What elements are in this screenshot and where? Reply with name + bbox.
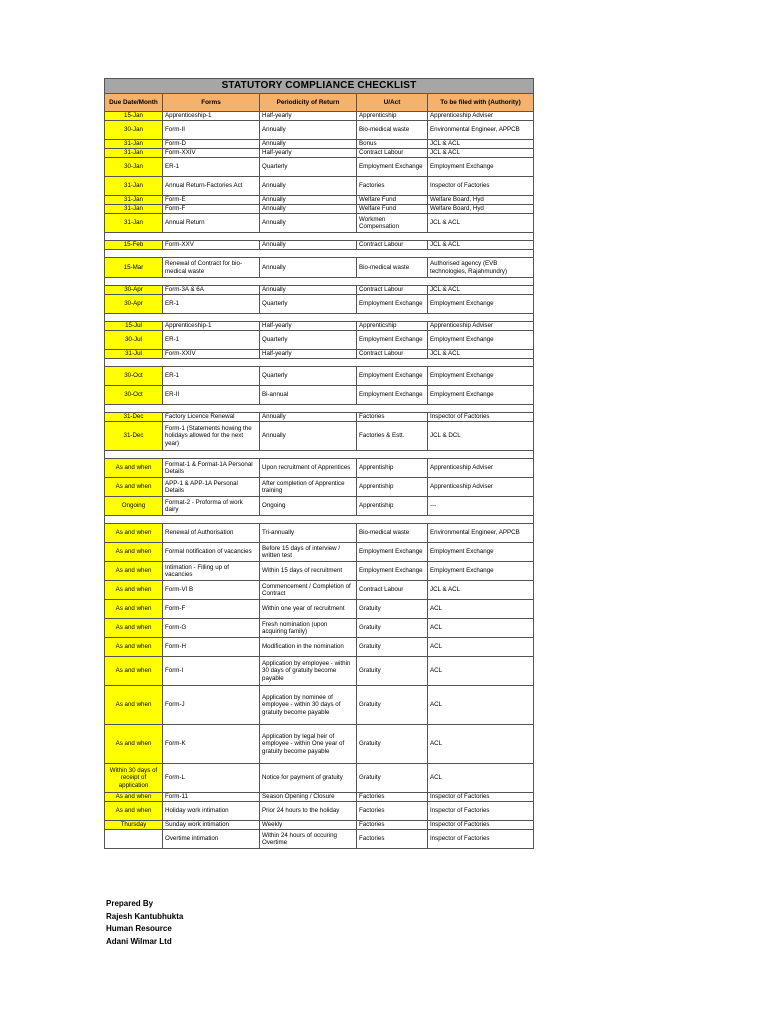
authority-cell: Authorised agency (EVB technologies, Rajahmundry) xyxy=(428,258,534,278)
act-cell: Factories xyxy=(357,413,428,422)
spacer-cell xyxy=(105,314,534,322)
table-row xyxy=(105,793,534,802)
table-row xyxy=(105,295,534,314)
periodicity-cell: Commencement / Completion of Contract xyxy=(260,581,357,600)
periodicity-cell: Annually xyxy=(260,241,357,250)
act-cell: Gratuity xyxy=(357,764,428,793)
periodicity-cell: Quarterly xyxy=(260,158,357,177)
spacer-row xyxy=(105,405,534,413)
form-cell: Overtime intimation xyxy=(163,830,260,849)
periodicity-cell: Prior 24 hours to the holiday xyxy=(260,802,357,821)
header-act: U/Act xyxy=(357,94,428,112)
table-row xyxy=(105,497,534,516)
act-cell: Employment Exchange xyxy=(357,158,428,177)
due-date-cell: As and when xyxy=(105,793,163,802)
spacer-cell xyxy=(105,516,534,524)
authority-cell: Apprenticeship Adviser xyxy=(428,478,534,497)
form-cell: Apprenticeship-1 xyxy=(163,112,260,121)
due-date-cell: As and when xyxy=(105,562,163,581)
authority-cell: JCL & DCL xyxy=(428,422,534,451)
due-date-cell: Within 30 days of receipt of application xyxy=(105,764,163,793)
act-cell: Factories xyxy=(357,793,428,802)
form-cell: Renewal of Authorisation xyxy=(163,524,260,543)
title-row xyxy=(105,79,534,94)
spacer-cell xyxy=(105,451,534,459)
due-date-cell: As and when xyxy=(105,459,163,478)
form-cell: Form-J xyxy=(163,686,260,725)
due-date-cell: 31-Dec xyxy=(105,422,163,451)
authority-cell: Employment Exchange xyxy=(428,158,534,177)
authority-cell: --- xyxy=(428,497,534,516)
act-cell: Gratuity xyxy=(357,657,428,686)
act-cell: Contract Labour xyxy=(357,241,428,250)
header-row xyxy=(105,94,534,112)
form-cell: Annual Return-Factories Act xyxy=(163,177,260,196)
act-cell: Gratuity xyxy=(357,638,428,657)
spacer-row xyxy=(105,233,534,241)
due-date-cell: 31-Jul xyxy=(105,350,163,359)
periodicity-cell: Half-yearly xyxy=(260,322,357,331)
table-row xyxy=(105,562,534,581)
periodicity-cell: Ongoing xyxy=(260,497,357,516)
header-due: Due Date/Month xyxy=(105,94,163,112)
form-cell: Form-D xyxy=(163,140,260,149)
department: Human Resource xyxy=(106,924,172,933)
due-date-cell: As and when xyxy=(105,524,163,543)
table-row xyxy=(105,196,534,205)
periodicity-cell: Annually xyxy=(260,121,357,140)
act-cell: Bonus xyxy=(357,140,428,149)
form-cell: Form-F xyxy=(163,600,260,619)
table-row xyxy=(105,638,534,657)
table-row xyxy=(105,112,534,121)
spacer-row xyxy=(105,516,534,524)
authority-cell: Employment Exchange xyxy=(428,562,534,581)
table-row xyxy=(105,322,534,331)
authority-cell: JCL & ACL xyxy=(428,350,534,359)
periodicity-cell: Annually xyxy=(260,140,357,149)
act-cell: Factories xyxy=(357,177,428,196)
authority-cell: Employment Exchange xyxy=(428,295,534,314)
form-cell: Form-F xyxy=(163,205,260,214)
due-date-cell: 30-Oct xyxy=(105,386,163,405)
spacer-cell xyxy=(105,233,534,241)
act-cell: Gratuity xyxy=(357,600,428,619)
act-cell: Apprenticship xyxy=(357,112,428,121)
due-date-cell: As and when xyxy=(105,543,163,562)
act-cell: Factories xyxy=(357,821,428,830)
periodicity-cell: Within 15 days of recruitment xyxy=(260,562,357,581)
authority-cell: Inspector of Factories xyxy=(428,413,534,422)
table-row xyxy=(105,581,534,600)
authority-cell: JCL & ACL xyxy=(428,581,534,600)
table-row xyxy=(105,241,534,250)
act-cell: Bio-medical waste xyxy=(357,258,428,278)
act-cell: Welfare Fund xyxy=(357,205,428,214)
form-cell: ER-1 xyxy=(163,331,260,350)
periodicity-cell: Half-yearly xyxy=(260,350,357,359)
authority-cell: Apprenticeship Adviser xyxy=(428,459,534,478)
table-row xyxy=(105,657,534,686)
due-date-cell: 30-Apr xyxy=(105,286,163,295)
form-cell: APP-1 & APP-1A Personal Details xyxy=(163,478,260,497)
periodicity-cell: Modification in the nomination xyxy=(260,638,357,657)
authority-cell: Inspector of Factories xyxy=(428,802,534,821)
spacer-row xyxy=(105,451,534,459)
authority-cell: Employment Exchange xyxy=(428,386,534,405)
form-cell: ER-1 xyxy=(163,367,260,386)
periodicity-cell: Annually xyxy=(260,205,357,214)
form-cell: Form-I xyxy=(163,657,260,686)
periodicity-cell: Before 15 days of interview / written test xyxy=(260,543,357,562)
authority-cell: Apprenticeship Adviser xyxy=(428,112,534,121)
due-date-cell: As and when xyxy=(105,802,163,821)
due-date-cell: As and when xyxy=(105,619,163,638)
periodicity-cell: Bi-annual xyxy=(260,386,357,405)
act-cell: Employment Exchange xyxy=(357,367,428,386)
page-title: STATUTORY COMPLIANCE CHECKLIST xyxy=(105,79,534,94)
periodicity-cell: Annually xyxy=(260,177,357,196)
act-cell: Gratuity xyxy=(357,686,428,725)
authority-cell: Environmental Engineer, APPCB xyxy=(428,524,534,543)
form-cell: Factory Licence Renewal xyxy=(163,413,260,422)
due-date-cell: Thursday xyxy=(105,821,163,830)
form-cell: ER-II xyxy=(163,386,260,405)
table-row xyxy=(105,214,534,233)
form-cell: ER-1 xyxy=(163,158,260,177)
form-cell: Annual Return xyxy=(163,214,260,233)
periodicity-cell: Annually xyxy=(260,413,357,422)
due-date-cell: As and when xyxy=(105,686,163,725)
authority-cell: ACL xyxy=(428,657,534,686)
authority-cell: ACL xyxy=(428,764,534,793)
act-cell: Contract Labour xyxy=(357,581,428,600)
form-cell: Apprenticeship-1 xyxy=(163,322,260,331)
due-date-cell: 15-Mar xyxy=(105,258,163,278)
authority-cell: Inspector of Factories xyxy=(428,793,534,802)
periodicity-cell: Within 24 hours of occuring Overtime xyxy=(260,830,357,849)
act-cell: Apprenticship xyxy=(357,322,428,331)
table-row xyxy=(105,543,534,562)
due-date-cell: 30-Jan xyxy=(105,158,163,177)
prepared-by-block xyxy=(106,898,183,948)
authority-cell: Employment Exchange xyxy=(428,331,534,350)
due-date-cell: 30-Apr xyxy=(105,295,163,314)
form-cell: Intimation - Filling up of vacancies xyxy=(163,562,260,581)
table-row xyxy=(105,121,534,140)
due-date-cell: As and when xyxy=(105,600,163,619)
act-cell: Bio-medical waste xyxy=(357,121,428,140)
table-row xyxy=(105,205,534,214)
table-row xyxy=(105,413,534,422)
header-authority: To be filed with (Authority) xyxy=(428,94,534,112)
authority-cell: ACL xyxy=(428,638,534,657)
due-date-cell: As and when xyxy=(105,638,163,657)
periodicity-cell: Annually xyxy=(260,258,357,278)
due-date-cell: As and when xyxy=(105,725,163,764)
form-cell: Sunday work intimation xyxy=(163,821,260,830)
form-cell: Form-VI B xyxy=(163,581,260,600)
spacer-cell xyxy=(105,250,534,258)
act-cell: Factories xyxy=(357,830,428,849)
table-row xyxy=(105,725,534,764)
act-cell: Apprentiship xyxy=(357,478,428,497)
form-cell: Form-L xyxy=(163,764,260,793)
due-date-cell: 15-Jul xyxy=(105,322,163,331)
act-cell: Employment Exchange xyxy=(357,295,428,314)
due-date-cell: 15-Jan xyxy=(105,112,163,121)
periodicity-cell: Application by legal heir of employee - within One year of gratuity become payable xyxy=(260,725,357,764)
prepared-by-label: Prepared By xyxy=(106,899,154,908)
due-date-cell: 31-Jan xyxy=(105,149,163,158)
authority-cell: Environmental Engineer, APPCB xyxy=(428,121,534,140)
act-cell: Employment Exchange xyxy=(357,562,428,581)
authority-cell: Inspector of Factories xyxy=(428,177,534,196)
authority-cell: ACL xyxy=(428,725,534,764)
spacer-row xyxy=(105,278,534,286)
periodicity-cell: Half-yearly xyxy=(260,112,357,121)
authority-cell: JCL & ACL xyxy=(428,149,534,158)
due-date-cell: 15-Feb xyxy=(105,241,163,250)
table-row xyxy=(105,478,534,497)
act-cell: Workmen Compensation xyxy=(357,214,428,233)
act-cell: Gratuity xyxy=(357,619,428,638)
spacer-row xyxy=(105,359,534,367)
periodicity-cell: Tri-annually xyxy=(260,524,357,543)
periodicity-cell: Annually xyxy=(260,422,357,451)
form-cell: Form-E xyxy=(163,196,260,205)
table-row xyxy=(105,821,534,830)
periodicity-cell: Application by employee - within 30 days of gratuity become payable xyxy=(260,657,357,686)
authority-cell: ACL xyxy=(428,619,534,638)
authority-cell: Employment Exchange xyxy=(428,543,534,562)
company: Adani Wilmar Ltd xyxy=(106,936,172,946)
due-date-cell: 30-Oct xyxy=(105,367,163,386)
form-cell: Holiday work intimation xyxy=(163,802,260,821)
form-cell: Format-2 - Proforma of work dairy xyxy=(163,497,260,516)
act-cell: Contract Labour xyxy=(357,286,428,295)
table-row xyxy=(105,619,534,638)
act-cell: Contract Labour xyxy=(357,149,428,158)
due-date-cell: As and when xyxy=(105,581,163,600)
periodicity-cell: Annually xyxy=(260,214,357,233)
due-date-cell: 31-Jan xyxy=(105,177,163,196)
due-date-cell: Ongoing xyxy=(105,497,163,516)
spacer-cell xyxy=(105,278,534,286)
table-row xyxy=(105,149,534,158)
table-row xyxy=(105,802,534,821)
spacer-row xyxy=(105,250,534,258)
table-row xyxy=(105,350,534,359)
authority-cell: JCL & ACL xyxy=(428,241,534,250)
table-row xyxy=(105,331,534,350)
act-cell: Contract Labour xyxy=(357,350,428,359)
table-row xyxy=(105,459,534,478)
authority-cell: Employment Exchange xyxy=(428,367,534,386)
authority-cell: Welfare Board, Hyd xyxy=(428,205,534,214)
periodicity-cell: Fresh nomination (upon acquiring family) xyxy=(260,619,357,638)
form-cell: Form-G xyxy=(163,619,260,638)
form-cell: ER-1 xyxy=(163,295,260,314)
spacer-row xyxy=(105,314,534,322)
authority-cell: Apprenticeship Adviser xyxy=(428,322,534,331)
act-cell: Employment Exchange xyxy=(357,386,428,405)
periodicity-cell: Upon recruitment of Apprentices xyxy=(260,459,357,478)
periodicity-cell: Quarterly xyxy=(260,367,357,386)
act-cell: Factories xyxy=(357,802,428,821)
form-cell: Form-H xyxy=(163,638,260,657)
due-date-cell: 30-Jul xyxy=(105,331,163,350)
due-date-cell xyxy=(105,830,163,849)
due-date-cell: As and when xyxy=(105,657,163,686)
table-row xyxy=(105,386,534,405)
authority-cell: JCL & ACL xyxy=(428,286,534,295)
spacer-cell xyxy=(105,359,534,367)
act-cell: Factories & Estt. xyxy=(357,422,428,451)
form-cell: Formal notification of vacancies xyxy=(163,543,260,562)
periodicity-cell: Notice for payment of gratuity xyxy=(260,764,357,793)
form-cell: Renewal of Contract for bio-medical waste xyxy=(163,258,260,278)
header-periodicity: Periodicity of Return xyxy=(260,94,357,112)
due-date-cell: 31-Dec xyxy=(105,413,163,422)
authority-cell: JCL & ACL xyxy=(428,214,534,233)
table-row xyxy=(105,830,534,849)
table-row xyxy=(105,177,534,196)
periodicity-cell: After completion of Apprentice training xyxy=(260,478,357,497)
compliance-checklist xyxy=(104,78,533,849)
table-row xyxy=(105,286,534,295)
table-row xyxy=(105,258,534,278)
form-cell: Form-K xyxy=(163,725,260,764)
periodicity-cell: Half-yearly xyxy=(260,149,357,158)
act-cell: Apprentiship xyxy=(357,459,428,478)
table-row xyxy=(105,764,534,793)
periodicity-cell: Annually xyxy=(260,286,357,295)
authority-cell: Inspector of Factories xyxy=(428,821,534,830)
authority-cell: JCL & ACL xyxy=(428,140,534,149)
table-row xyxy=(105,600,534,619)
form-cell: Form-XXIV xyxy=(163,350,260,359)
act-cell: Welfare Fund xyxy=(357,196,428,205)
act-cell: Employment Exchange xyxy=(357,543,428,562)
table-row xyxy=(105,422,534,451)
periodicity-cell: Annually xyxy=(260,196,357,205)
preparer-name: Rajesh Kantubhukta xyxy=(106,911,184,921)
table-row xyxy=(105,140,534,149)
act-cell: Employment Exchange xyxy=(357,331,428,350)
table-row xyxy=(105,524,534,543)
due-date-cell: 31-Jan xyxy=(105,140,163,149)
periodicity-cell: Application by nominee of employee - within 30 days of gratuity become payable xyxy=(260,686,357,725)
form-cell: Form-XXV xyxy=(163,241,260,250)
header-forms: Forms xyxy=(163,94,260,112)
form-cell: Format-1 & Format-1A Personal Details xyxy=(163,459,260,478)
form-cell: Form-XXIV xyxy=(163,149,260,158)
authority-cell: Welfare Board, Hyd xyxy=(428,196,534,205)
periodicity-cell: Season Opening / Closure xyxy=(260,793,357,802)
periodicity-cell: Quarterly xyxy=(260,331,357,350)
due-date-cell: 30-Jan xyxy=(105,121,163,140)
authority-cell: Inspector of Factories xyxy=(428,830,534,849)
due-date-cell: 31-Jan xyxy=(105,196,163,205)
form-cell: Form-II xyxy=(163,121,260,140)
table-row xyxy=(105,686,534,725)
due-date-cell: As and when xyxy=(105,478,163,497)
act-cell: Apprentiship xyxy=(357,497,428,516)
spacer-cell xyxy=(105,405,534,413)
form-cell: Form-11 xyxy=(163,793,260,802)
periodicity-cell: Within one year of recruitment xyxy=(260,600,357,619)
due-date-cell: 31-Jan xyxy=(105,214,163,233)
periodicity-cell: Quarterly xyxy=(260,295,357,314)
authority-cell: ACL xyxy=(428,686,534,725)
table-row xyxy=(105,367,534,386)
due-date-cell: 31-Jan xyxy=(105,205,163,214)
act-cell: Bio-medical waste xyxy=(357,524,428,543)
act-cell: Gratuity xyxy=(357,725,428,764)
form-cell: Form-3A & 6A xyxy=(163,286,260,295)
table-row xyxy=(105,158,534,177)
authority-cell: ACL xyxy=(428,600,534,619)
periodicity-cell: Weekly xyxy=(260,821,357,830)
form-cell: Form-1 (Statements howing the holidays allowed for the next year) xyxy=(163,422,260,451)
checklist-table xyxy=(104,78,534,849)
